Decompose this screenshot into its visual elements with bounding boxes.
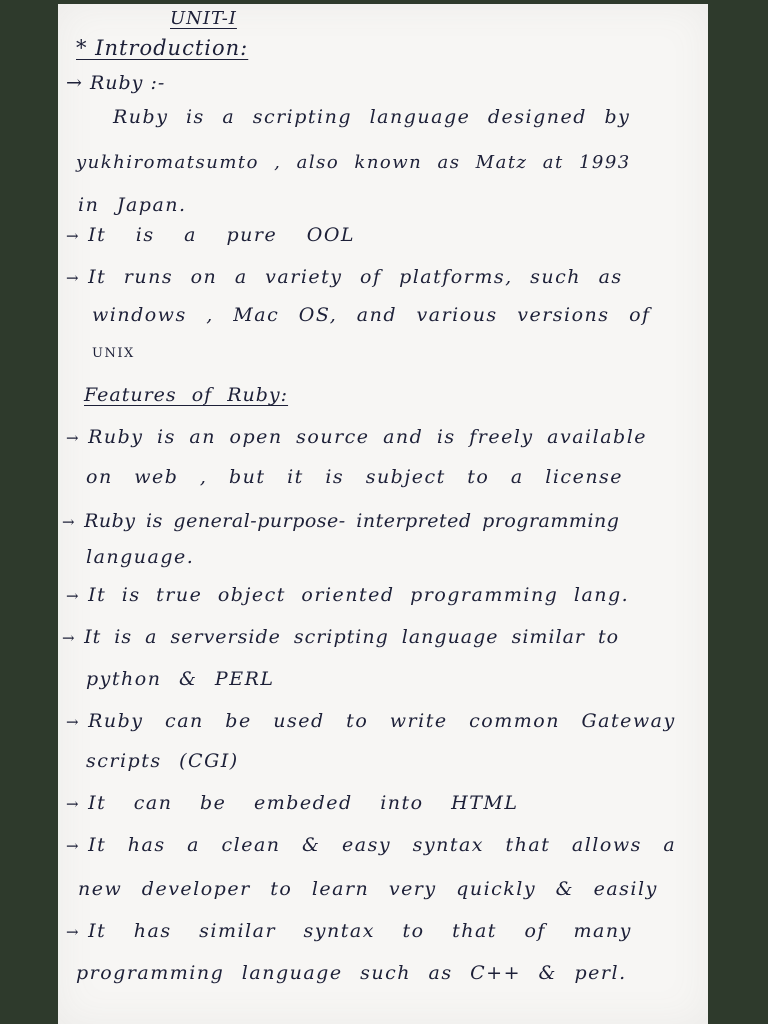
unit-title: UNIT-I [170, 8, 237, 29]
feature-line-7: python & PERL [86, 668, 275, 690]
feature-text: It is true object oriented programming lang. [88, 584, 630, 606]
feature-line-5 [66, 584, 629, 606]
arrow-icon: → [66, 923, 81, 941]
feature-line-6 [62, 626, 619, 648]
ruby-subheading: → Ruby :- [66, 72, 166, 94]
feature-text: Ruby is an open source and is freely available [88, 426, 648, 448]
feature-line-13 [66, 920, 632, 942]
feature-line-8 [66, 710, 676, 732]
feature-line-9: scripts (CGI) [86, 750, 239, 772]
feature-text: Ruby is general-purpose- interpreted programming [84, 510, 620, 532]
feature-line-1 [66, 426, 647, 448]
feature-line-12: new developer to learn very quickly & easily [78, 878, 658, 900]
intro-point-text: It is a pure OOL [88, 224, 356, 246]
arrow-icon: → [66, 795, 81, 813]
arrow-icon: → [62, 513, 77, 531]
feature-line-10 [66, 792, 518, 814]
arrow-icon: → [62, 629, 77, 647]
intro-line-3: in Japan. [78, 194, 187, 216]
intro-point-3: windows , Mac OS, and various versions of [92, 304, 651, 326]
features-heading: Features of Ruby: [84, 384, 289, 406]
feature-line-2: on web , but it is subject to a license [86, 466, 624, 488]
feature-text: It has a clean & easy syntax that allows a [88, 834, 677, 856]
feature-text: It can be embeded into HTML [88, 792, 519, 814]
arrow-icon: → [66, 227, 81, 245]
feature-text: It has similar syntax to that of many [88, 920, 632, 942]
arrow-icon: → [66, 269, 81, 287]
arrow-icon: → [66, 713, 81, 731]
feature-line-14: programming language such as C++ & perl. [76, 962, 627, 984]
feature-line-4: language. [86, 546, 195, 568]
arrow-icon: → [66, 429, 81, 447]
intro-line-1: Ruby is a scripting language designed by [113, 106, 631, 128]
feature-line-11 [66, 834, 676, 856]
intro-point-2 [66, 266, 623, 288]
feature-text: It is a serverside scripting language similar to [84, 626, 620, 648]
feature-text: Ruby can be used to write common Gateway [88, 710, 676, 732]
intro-heading: * Introduction: [76, 36, 249, 60]
intro-point-1 [66, 224, 355, 246]
intro-line-2: yukhiromatsumto , also known as Matz at 1993 [76, 152, 631, 173]
arrow-icon: → [66, 587, 81, 605]
arrow-icon: → [66, 837, 81, 855]
feature-line-3 [62, 510, 619, 532]
notebook-page [58, 4, 708, 1024]
intro-point-4: UNIX [92, 346, 135, 361]
intro-point-text: It runs on a variety of platforms, such as [88, 266, 623, 288]
